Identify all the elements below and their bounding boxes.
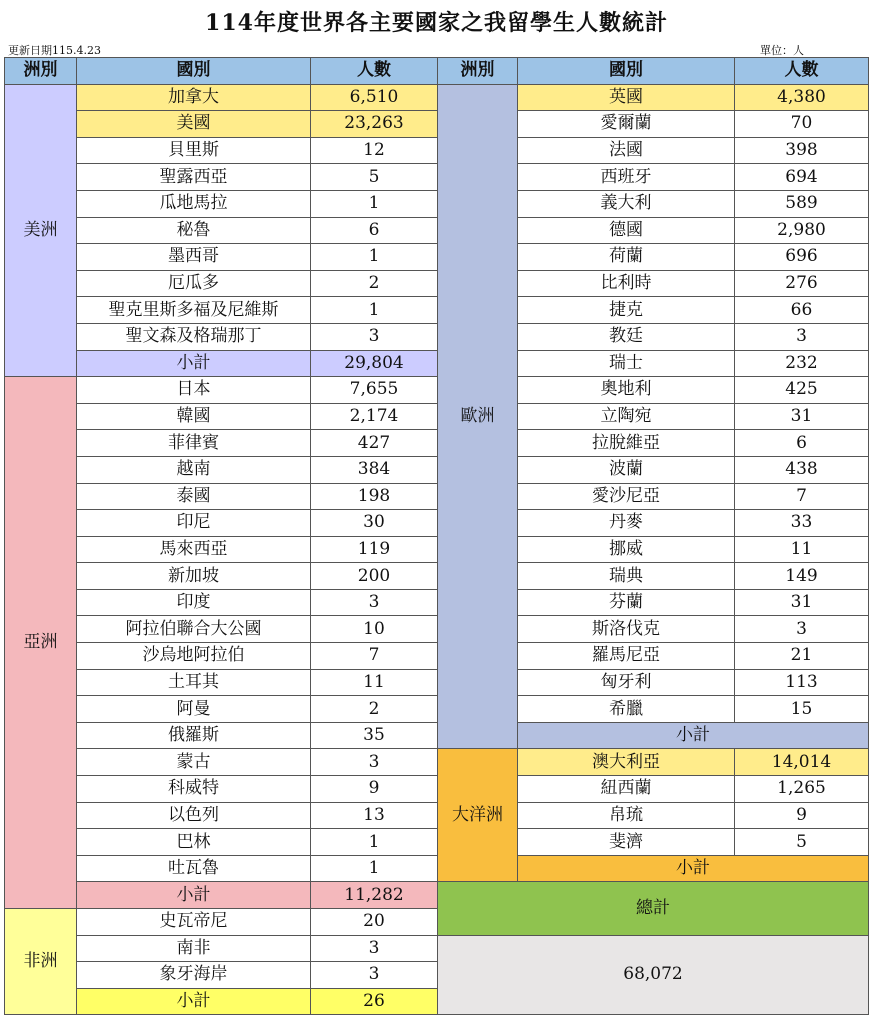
country-cell: 德國 [518, 217, 735, 244]
count-cell: 9 [735, 802, 869, 829]
updated-date: 更新日期115.4.23 [8, 44, 101, 57]
count-cell: 119 [311, 536, 438, 563]
country-cell: 貝里斯 [77, 137, 311, 164]
count-cell: 70 [735, 111, 869, 138]
header-country-right: 國別 [518, 58, 735, 85]
count-cell: 427 [311, 430, 438, 457]
header-count-right: 人數 [735, 58, 869, 85]
count-cell: 3 [311, 589, 438, 616]
table-row [5, 536, 869, 563]
header-continent-right: 洲別 [438, 58, 518, 85]
country-cell: 紐西蘭 [518, 776, 735, 803]
country-cell: 捷克 [518, 297, 735, 324]
country-cell: 印尼 [77, 510, 311, 537]
country-cell: 西班牙 [518, 164, 735, 191]
country-cell: 愛沙尼亞 [518, 483, 735, 510]
count-cell: 12 [311, 137, 438, 164]
count-cell: 35 [311, 722, 438, 749]
table-row [5, 802, 869, 829]
table-row [5, 935, 869, 962]
table-row [5, 270, 869, 297]
country-cell: 越南 [77, 456, 311, 483]
count-cell: 30 [311, 510, 438, 537]
country-cell: 日本 [77, 377, 311, 404]
count-cell: 13 [311, 802, 438, 829]
country-cell: 瑞士 [518, 350, 735, 377]
country-cell: 沙烏地阿拉伯 [77, 643, 311, 670]
count-cell: 15 [735, 696, 869, 723]
subtotal-value: 11,282 [311, 882, 438, 909]
table-row [5, 84, 869, 111]
count-cell: 3 [735, 616, 869, 643]
country-cell: 義大利 [518, 190, 735, 217]
continent-cell: 亞洲 [5, 377, 77, 909]
table-row [5, 643, 869, 670]
table-row [5, 430, 869, 457]
table-row [5, 111, 869, 138]
table-row [5, 137, 869, 164]
table-row [5, 164, 869, 191]
country-cell: 韓國 [77, 403, 311, 430]
count-cell: 33 [735, 510, 869, 537]
table-row [5, 855, 869, 882]
country-cell: 挪威 [518, 536, 735, 563]
subtotal-label: 小計 [77, 350, 311, 377]
country-cell: 荷蘭 [518, 244, 735, 271]
country-cell: 瑞典 [518, 563, 735, 590]
country-cell: 吐瓦魯 [77, 855, 311, 882]
table-row [5, 696, 869, 723]
count-cell: 6,510 [311, 84, 438, 111]
count-cell: 113 [735, 669, 869, 696]
count-cell: 10 [311, 616, 438, 643]
country-cell: 加拿大 [77, 84, 311, 111]
table-row [5, 563, 869, 590]
count-cell: 9 [311, 776, 438, 803]
count-cell: 694 [735, 164, 869, 191]
count-cell: 438 [735, 456, 869, 483]
count-cell: 384 [311, 456, 438, 483]
count-cell: 1 [311, 190, 438, 217]
table-row [5, 323, 869, 350]
count-cell: 3 [311, 749, 438, 776]
country-cell: 立陶宛 [518, 403, 735, 430]
country-cell: 美國 [77, 111, 311, 138]
continent-cell: 歐洲 [438, 84, 518, 749]
count-cell: 1 [311, 244, 438, 271]
table-row [5, 776, 869, 803]
country-cell: 厄瓜多 [77, 270, 311, 297]
country-cell: 史瓦帝尼 [77, 909, 311, 936]
count-cell: 3 [311, 323, 438, 350]
country-cell: 土耳其 [77, 669, 311, 696]
count-cell: 425 [735, 377, 869, 404]
subtotal-label: 小計 [77, 882, 311, 909]
country-cell: 波蘭 [518, 456, 735, 483]
continent-cell: 非洲 [5, 909, 77, 1015]
count-cell: 276 [735, 270, 869, 297]
country-cell: 象牙海岸 [77, 962, 311, 989]
count-cell: 4,380 [735, 84, 869, 111]
count-cell: 398 [735, 137, 869, 164]
country-cell: 聖文森及格瑞那丁 [77, 323, 311, 350]
header-count-left: 人數 [311, 58, 438, 85]
country-cell: 南非 [77, 935, 311, 962]
table-row [5, 829, 869, 856]
country-cell: 馬來西亞 [77, 536, 311, 563]
statistics-table [4, 57, 869, 1015]
count-cell: 66 [735, 297, 869, 324]
country-cell: 法國 [518, 137, 735, 164]
country-cell: 斯洛伐克 [518, 616, 735, 643]
country-cell: 印度 [77, 589, 311, 616]
subtotal-value: 26 [311, 988, 438, 1015]
count-cell: 6 [311, 217, 438, 244]
country-cell: 新加坡 [77, 563, 311, 590]
header-row [5, 58, 869, 85]
count-cell: 31 [735, 589, 869, 616]
country-cell: 阿曼 [77, 696, 311, 723]
count-cell: 1 [311, 297, 438, 324]
count-cell: 198 [311, 483, 438, 510]
count-cell: 23,263 [311, 111, 438, 138]
country-cell: 希臘 [518, 696, 735, 723]
count-cell: 149 [735, 563, 869, 590]
table-row [5, 456, 869, 483]
count-cell: 200 [311, 563, 438, 590]
count-cell: 589 [735, 190, 869, 217]
grand-total-label: 總計 [438, 882, 869, 935]
count-cell: 696 [735, 244, 869, 271]
grand-total-value: 68,072 [438, 935, 869, 1015]
count-cell: 3 [311, 962, 438, 989]
count-cell: 5 [311, 164, 438, 191]
table-row [5, 589, 869, 616]
table-row [5, 377, 869, 404]
count-cell: 20 [311, 909, 438, 936]
country-cell: 聖克里斯多福及尼維斯 [77, 297, 311, 324]
count-cell: 232 [735, 350, 869, 377]
count-cell: 21 [735, 643, 869, 670]
subtotal-label: 小計 [518, 855, 869, 882]
table-row [5, 749, 869, 776]
header-continent-left: 洲別 [5, 58, 77, 85]
country-cell: 蒙古 [77, 749, 311, 776]
table-row [5, 483, 869, 510]
count-cell: 2 [311, 270, 438, 297]
table-row [5, 510, 869, 537]
continent-cell: 美洲 [5, 84, 77, 377]
country-cell: 奧地利 [518, 377, 735, 404]
table-row [5, 350, 869, 377]
country-cell: 英國 [518, 84, 735, 111]
country-cell: 阿拉伯聯合大公國 [77, 616, 311, 643]
count-cell: 11 [311, 669, 438, 696]
count-cell: 3 [311, 935, 438, 962]
count-cell: 6 [735, 430, 869, 457]
count-cell: 7 [735, 483, 869, 510]
header-country-left: 國別 [77, 58, 311, 85]
subtotal-label: 小計 [518, 722, 869, 749]
count-cell: 2,980 [735, 217, 869, 244]
count-cell: 1 [311, 855, 438, 882]
country-cell: 羅馬尼亞 [518, 643, 735, 670]
country-cell: 匈牙利 [518, 669, 735, 696]
table-row [5, 244, 869, 271]
count-cell: 7,655 [311, 377, 438, 404]
country-cell: 聖露西亞 [77, 164, 311, 191]
count-cell: 5 [735, 829, 869, 856]
count-cell: 2 [311, 696, 438, 723]
count-cell: 7 [311, 643, 438, 670]
table-row [5, 722, 869, 749]
country-cell: 帛琉 [518, 802, 735, 829]
count-cell: 31 [735, 403, 869, 430]
country-cell: 俄羅斯 [77, 722, 311, 749]
table-row [5, 297, 869, 324]
country-cell: 以色列 [77, 802, 311, 829]
table-row [5, 403, 869, 430]
country-cell: 巴林 [77, 829, 311, 856]
count-cell: 14,014 [735, 749, 869, 776]
subtotal-label: 小計 [77, 988, 311, 1015]
country-cell: 菲律賓 [77, 430, 311, 457]
country-cell: 科威特 [77, 776, 311, 803]
country-cell: 泰國 [77, 483, 311, 510]
table-row [5, 882, 869, 909]
table-row [5, 217, 869, 244]
country-cell: 瓜地馬拉 [77, 190, 311, 217]
subtotal-value: 29,804 [311, 350, 438, 377]
country-cell: 拉脫維亞 [518, 430, 735, 457]
unit-label: 單位：人 [760, 44, 804, 57]
count-cell: 3 [735, 323, 869, 350]
country-cell: 比利時 [518, 270, 735, 297]
count-cell: 1 [311, 829, 438, 856]
count-cell: 2,174 [311, 403, 438, 430]
country-cell: 斐濟 [518, 829, 735, 856]
count-cell: 11 [735, 536, 869, 563]
page-title: 114年度世界各主要國家之我留學生人數統計 [205, 10, 668, 36]
country-cell: 墨西哥 [77, 244, 311, 271]
country-cell: 教廷 [518, 323, 735, 350]
table-row [5, 669, 869, 696]
continent-cell: 大洋洲 [438, 749, 518, 882]
country-cell: 芬蘭 [518, 589, 735, 616]
table-row [5, 190, 869, 217]
country-cell: 丹麥 [518, 510, 735, 537]
country-cell: 秘魯 [77, 217, 311, 244]
count-cell: 1,265 [735, 776, 869, 803]
country-cell: 澳大利亞 [518, 749, 735, 776]
table-row [5, 616, 869, 643]
country-cell: 愛爾蘭 [518, 111, 735, 138]
